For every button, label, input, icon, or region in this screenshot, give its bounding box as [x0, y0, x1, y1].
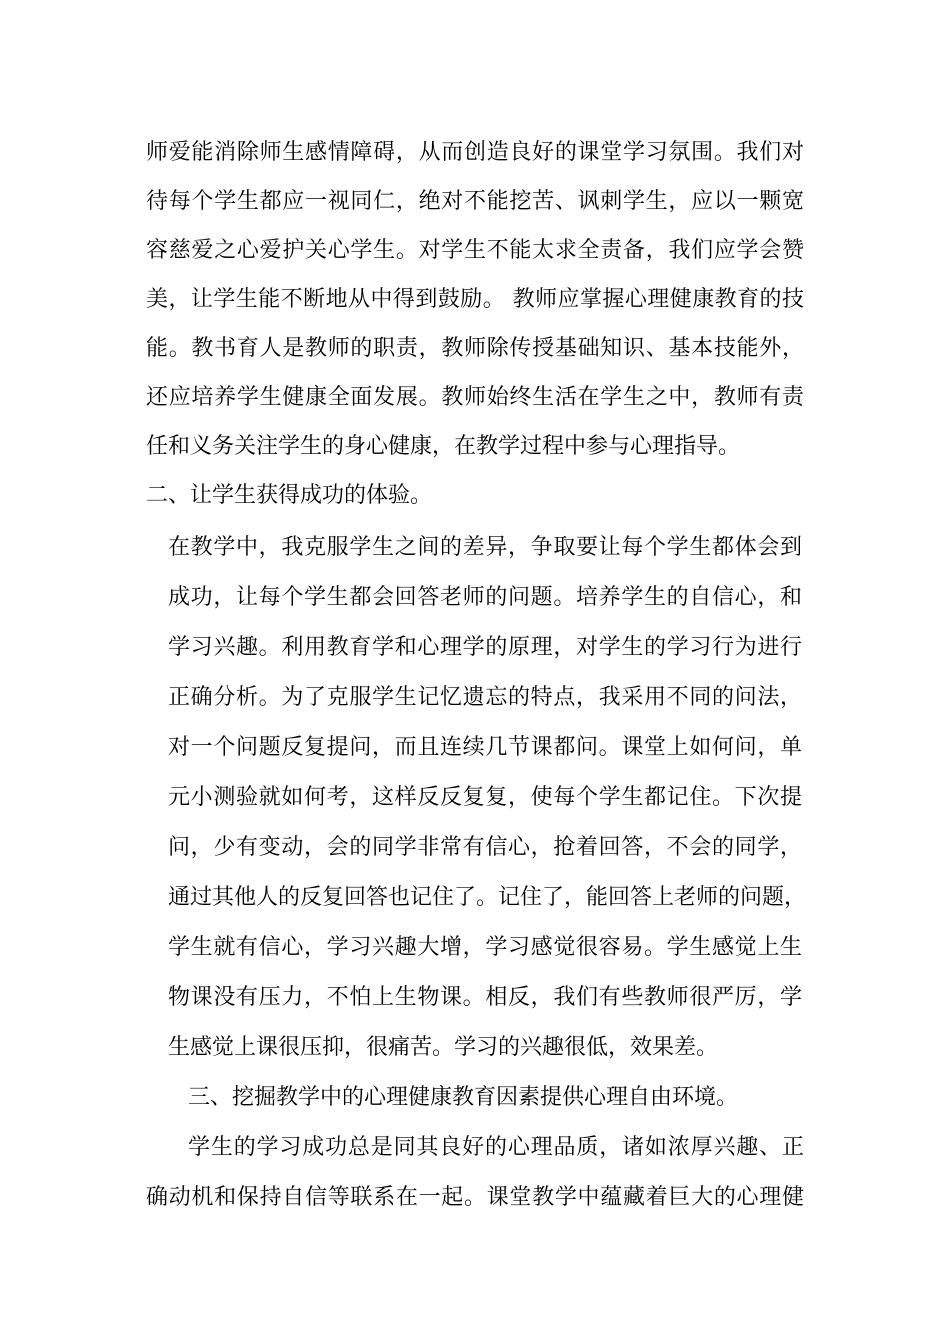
text-line: 容慈爱之心爱护关心学生。对学生不能太求全责备，我们应学会赞 — [146, 238, 804, 263]
text-line: 学生的学习成功总是同其良好的心理品质，诸如浓厚兴趣、正 — [188, 1135, 804, 1160]
text-line: 任和义务关注学生的身心健康，在教学过程中参与心理指导。 — [146, 434, 741, 459]
text-line: 问，少有变动，会的同学非常有信心，抢着回答，不会的同学， — [168, 835, 802, 860]
text-line: 在教学中，我克服学生之间的差异，争取要让每个学生都体会到 — [168, 535, 802, 560]
text-line: 通过其他人的反复回答也记住了。记住了，能回答上老师的问题， — [168, 885, 807, 910]
text-line: 师爱能消除师生感情障碍，从而创造良好的课堂学习氛围。我们对 — [146, 140, 804, 165]
text-line: 对一个问题反复提问，而且连续几节课都问。课堂上如何问，单 — [168, 735, 802, 760]
text-line: 生感觉上课很压抑，很痛苦。学习的兴趣很低，效果差。 — [168, 1035, 719, 1060]
text-line: 元小测验就如何考，这样反反复复，使每个学生都记住。下次提 — [168, 785, 802, 810]
text-line: 待每个学生都应一视同仁，绝对不能挖苦、讽刺学生，应以一颗宽 — [146, 189, 804, 214]
text-line: 确动机和保持自信等联系在一起。课堂教学中蕴藏着巨大的心理健 — [146, 1185, 804, 1210]
section-heading-2: 二、让学生获得成功的体验。 — [146, 483, 433, 508]
text-line: 能。教书育人是教师的职责，教师除传授基础知识、基本技能外， — [146, 336, 804, 361]
text-line: 物课没有压力，不怕上生物课。相反，我们有些教师很严厉，学 — [168, 985, 802, 1010]
text-line: 还应培养学生健康全面发展。教师始终生活在学生之中，教师有责 — [146, 385, 804, 410]
text-line: 成功，让每个学生都会回答老师的问题。培养学生的自信心，和 — [168, 585, 802, 610]
text-line: 美，让学生能不断地从中得到鼓励。 教师应掌握心理健康教育的技 — [146, 287, 804, 312]
section-heading-3: 三、挖掘教学中的心理健康教育因素提供心理自由环境。 — [188, 1085, 739, 1110]
text-line: 学生就有信心，学习兴趣大增，学习感觉很容易。学生感觉上生 — [168, 935, 802, 960]
text-line: 正确分析。为了克服学生记忆遗忘的特点，我采用不同的问法， — [168, 685, 802, 710]
text-line: 学习兴趣。利用教育学和心理学的原理，对学生的学习行为进行 — [168, 635, 802, 660]
